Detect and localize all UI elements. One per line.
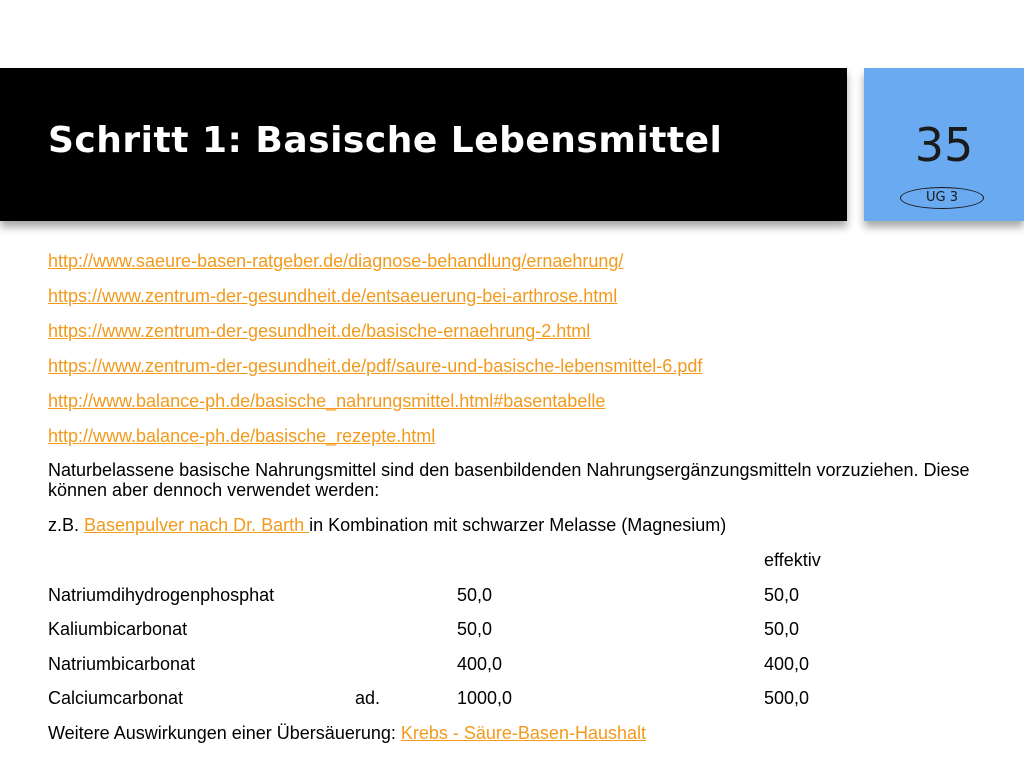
ingredient-name: Kaliumbicarbonat xyxy=(48,619,188,639)
table-row xyxy=(48,687,978,722)
slide-title: Schritt 1: Basische Lebensmittel xyxy=(48,120,723,161)
ingredient-amount: 50,0 xyxy=(457,619,493,639)
ingredient-effective: 50,0 xyxy=(764,619,800,639)
column-header-effektiv: effektiv xyxy=(764,550,821,570)
ingredient-amount: 50,0 xyxy=(457,584,493,605)
ingredient-effective: 50,0 xyxy=(764,584,800,605)
link-basentabelle[interactable]: http://www.balance-ph.de/basische_nahrungsmittel.html#basentabelle xyxy=(48,391,606,411)
ingredient-amount: 400,0 xyxy=(457,653,503,674)
unit-badge: UG 3 xyxy=(900,187,984,209)
link-basenpulver[interactable]: Basenpulver nach Dr. Barth xyxy=(84,515,310,535)
ingredient-effective: 500,0 xyxy=(764,688,810,708)
slide-number: 35 xyxy=(914,118,974,172)
link-basische-ernaehrung[interactable]: https://www.zentrum-der-gesundheit.de/basische-ernaehrung-2.html xyxy=(48,321,591,341)
example-line xyxy=(48,514,978,549)
table-row xyxy=(48,653,978,688)
table-row xyxy=(48,584,978,619)
example-suffix: in Kombination mit schwarzer Melasse (Magnesium) xyxy=(309,515,727,535)
ingredient-effective: 400,0 xyxy=(764,653,810,674)
ingredient-modifier: ad. xyxy=(355,688,381,708)
ingredient-amount: 1000,0 xyxy=(457,688,513,708)
ingredient-name: Natriumdihydrogenphosphat xyxy=(48,584,275,605)
table-row xyxy=(48,618,978,653)
link-entsaeuerung-arthrose[interactable]: https://www.zentrum-der-gesundheit.de/entsaeuerung-bei-arthrose.html xyxy=(48,286,618,306)
link-lebensmittel-pdf[interactable]: https://www.zentrum-der-gesundheit.de/pdf/saure-und-basische-lebensmittel-6.pdf xyxy=(48,356,703,376)
example-prefix: z.B. xyxy=(48,515,85,535)
ingredient-name: Calciumcarbonat xyxy=(48,688,184,708)
footer-prefix: Weitere Auswirkungen einer Übersäuerung: xyxy=(48,722,401,743)
link-saeure-basen-ratgeber[interactable]: http://www.saeure-basen-ratgeber.de/diagnose-behandlung/ernaehrung/ xyxy=(48,251,624,271)
ingredient-name: Natriumbicarbonat xyxy=(48,653,196,674)
footer-line xyxy=(48,722,978,757)
link-krebs-saeure-basen[interactable]: Krebs - Säure-Basen-Haushalt xyxy=(400,722,646,743)
table-header-row xyxy=(48,549,978,584)
slide-content xyxy=(48,250,978,757)
intro-paragraph: Naturbelassene basische Nahrungsmittel sind den basenbildenden Nahrungsergänzungsmitteln vorzuziehen. Diese können aber dennoch verwendet werden: xyxy=(48,460,970,500)
link-basische-rezepte[interactable]: http://www.balance-ph.de/basische_rezepte.html xyxy=(48,426,436,446)
